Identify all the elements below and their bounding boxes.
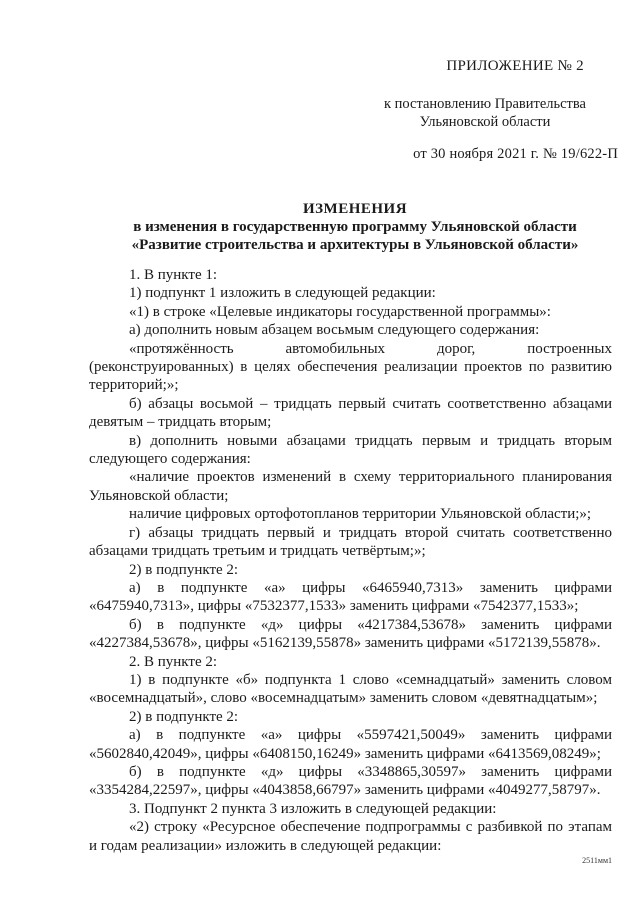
paragraph: «протяжённость автомобильных дорог, построенных (реконструированных) в целях обеспечения реализации проектов по развитию территорий;»; [89,340,612,394]
paragraph: 3. Подпункт 2 пункта 3 изложить в следующей редакции: [129,800,497,817]
paragraph: 2. В пункте 2: [129,653,218,670]
paragraph: 2) в подпункте 2: [129,561,239,578]
paragraph: «2) строку «Ресурсное обеспечение подпрограммы с разбивкой по этапам и годам реализации» изложить в следующей редакции: [89,819,612,854]
paragraph: а) в подпункте «а» цифры «5597421,50049» заменить цифрами «5602840,42049», цифры «6408150,16249» заменить цифрами «6413569,08249»; [89,727,612,762]
paragraph: а) дополнить новым абзацем восьмым следующего содержания: [129,322,540,339]
title-line2: в изменения в государственную программу Ульяновской области [133,219,577,235]
paragraph: наличие цифровых ортофотопланов территории Ульяновской области;»; [129,506,592,523]
paragraph: а) в подпункте «а» цифры «6465940,7313» заменить цифрами «6475940,7313», цифры «7532377,1533» заменить цифрами «7542377,1533»; [89,579,612,615]
to-decree-line2: Ульяновской области [419,114,551,130]
paragraph: 1) в подпункте «б» подпункта 1 слово «семнадцатый» заменить словом «восемнадцатый», слово «восемнадцатым» заменить словом «девятнадцатым»; [89,671,612,707]
paragraph: 2) в подпункте 2: [129,708,239,725]
document-title [60,200,640,254]
paragraph: б) в подпункте «д» цифры «4217384,53678» заменить цифрами «4227384,53678», цифры «5162139,55878» заменить цифрами «5172139,55878». [89,616,612,652]
to-decree-line1: к постановлению Правительства [384,96,586,112]
appendix-label: ПРИЛОЖЕНИЕ № 2 [446,58,584,74]
paragraph: б) в подпункте «д» цифры «3348865,30597» заменить цифрами «3354284,22597», цифры «4043858,66797» заменить цифрами «4049277,58797». [89,763,612,799]
title-line3: «Развитие строительства и архитектуры в Ульяновской области» [131,237,579,253]
document-body [89,266,612,855]
paragraph: «1) в строке «Целевые индикаторы государственной программы»: [129,303,551,320]
paragraph: 1. В пункте 1: [129,267,218,283]
to-decree-block [360,95,610,131]
paragraph: в) дополнить новыми абзацами тридцать первым и тридцать вторым следующего содержания: [89,432,612,468]
decree-date: от 30 ноября 2021 г. № 19/622-П [413,146,618,162]
paragraph: 1) подпункт 1 изложить в следующей редакции: [129,285,436,302]
footer-code: 2511мм1 [582,856,612,865]
paragraph: «наличие проектов изменений в схему территориального планирования Ульяновской области; [89,469,612,504]
paragraph: б) абзацы восьмой – тридцать первый считать соответственно абзацами девятым – тридцать вторым; [89,395,612,431]
paragraph: г) абзацы тридцать первый и тридцать второй считать соответственно абзацами тридцать третьим и тридцать четвёртым;»; [89,524,612,560]
title-main: ИЗМЕНЕНИЯ [302,201,408,217]
